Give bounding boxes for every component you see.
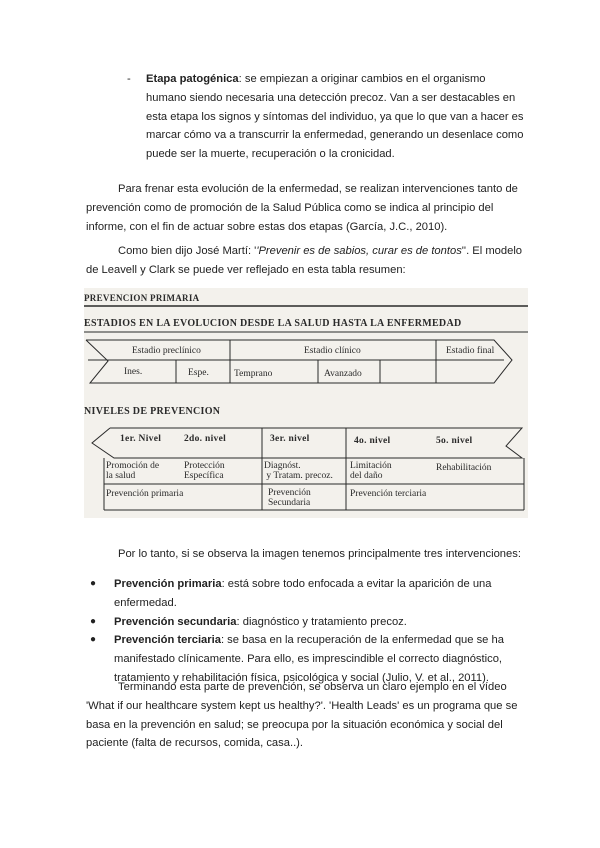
cell-prev1: Prevención primaria: [106, 489, 184, 499]
etapa-text: : se empiezan a originar cambios en el organismo humano siendo necesaria una detección precoz. Van a ser destacables en esta etapa los signos y síntomas del individuo, ya que lo que van a hacer es marcar cómo va a transcurrir la enfermedad, generando un desenlace como puede ser la muerte, recuperación o la cronicidad.: [146, 73, 524, 161]
bullet-dot: ●: [90, 578, 97, 589]
stage-ines: Ines.: [124, 367, 143, 377]
stage-espe: Espe.: [188, 368, 209, 378]
cell-protec: Protección Específica: [184, 461, 225, 481]
list-text: : se basa en la recuperación de la enfermedad que se ha manifestado clínicamente. Para ello, es imprescindible el correcto diagnóstico, tratamiento y rehabilitación física, psicológica y social (Julio, V. et al., 2011).: [114, 634, 504, 684]
marti-pre: Como bien dijo José Martí: ': [118, 245, 257, 257]
levels-title: NIVELES DE PREVENCION: [84, 406, 221, 417]
paragraph-health-leads: Terminando esta parte de prevención, se observa un claro ejemplo en el vídeo 'What if our healthcare system kept us healthy?'. 'Health Leads' es un programa que se basa en la prevención en salud; se preocupa por la situación económica y social del paciente (falta de recursos, comida, casa..).: [86, 681, 518, 750]
list-text: : diagnóstico y tratamiento precoz.: [236, 615, 407, 628]
stage-preclinic: Estadio preclínico: [132, 346, 201, 356]
etapa-term: Etapa patogénica: [146, 73, 239, 85]
leavell-clark-table: [84, 288, 528, 518]
level-2: 2do. nivel: [184, 434, 227, 444]
level-1: 1er. Nivel: [120, 434, 162, 444]
cell-diag: Diagnóst. y Tratam. precoz.: [264, 461, 333, 481]
cell-prev2: Prevención Secundaria: [268, 488, 311, 508]
cell-prev3: Prevención terciaria: [350, 489, 427, 499]
stage-final: Estadio final: [446, 346, 495, 356]
paragraph-intervenciones: Por lo tanto, si se observa la imagen tenemos principalmente tres intervenciones:: [118, 548, 521, 560]
stages-title: ESTADIOS EN LA EVOLUCION DESDE LA SALUD HASTA LA ENFERMEDAD: [84, 318, 462, 329]
stage-temprano: Temprano: [234, 369, 273, 379]
bullet-dot: ●: [90, 634, 97, 646]
list-term: Prevención terciaria: [114, 634, 221, 647]
level-5: 5o. nivel: [436, 436, 473, 446]
stage-avanzado: Avanzado: [324, 369, 362, 379]
cell-promo: Promoción de la salud: [106, 461, 160, 481]
bullet-dot: ●: [90, 615, 97, 627]
list-text: : está sobre todo enfocada a evitar la aparición de una enfermedad.: [114, 578, 492, 609]
cell-limit: Limitación del daño: [350, 461, 392, 481]
interventions-list: [86, 575, 526, 688]
etapa-paragraph: [146, 70, 526, 164]
list-item: [86, 575, 526, 613]
paragraph-frenar: Para frenar esta evolución de la enfermedad, se realizan intervenciones tanto de prevención como de promoción de la Salud Pública como se indica al principio del informe, con el fin de actuar sobre estas dos etapas (García, J.C., 2010).: [86, 183, 518, 233]
paragraph-marti: [86, 242, 526, 280]
marti-post: ''. El modelo de Leavell y Clark se puede ver reflejado en esta tabla resumen:: [86, 245, 523, 276]
stage-clinic: Estadio clínico: [304, 346, 361, 356]
level-3: 3er. nivel: [270, 434, 310, 444]
etapa-bullet: -: [127, 73, 131, 85]
marti-quote: 'Prevenir es de sabios, curar es de tontos: [256, 245, 462, 257]
list-item: [86, 613, 526, 632]
level-4: 4o. nivel: [354, 436, 391, 446]
list-term: Prevención primaria: [114, 578, 222, 590]
cell-rehab: Rehabilitación: [436, 463, 492, 473]
table-header: PREVENCION PRIMARIA: [84, 293, 200, 303]
list-term: Prevención secundaria: [114, 615, 237, 628]
